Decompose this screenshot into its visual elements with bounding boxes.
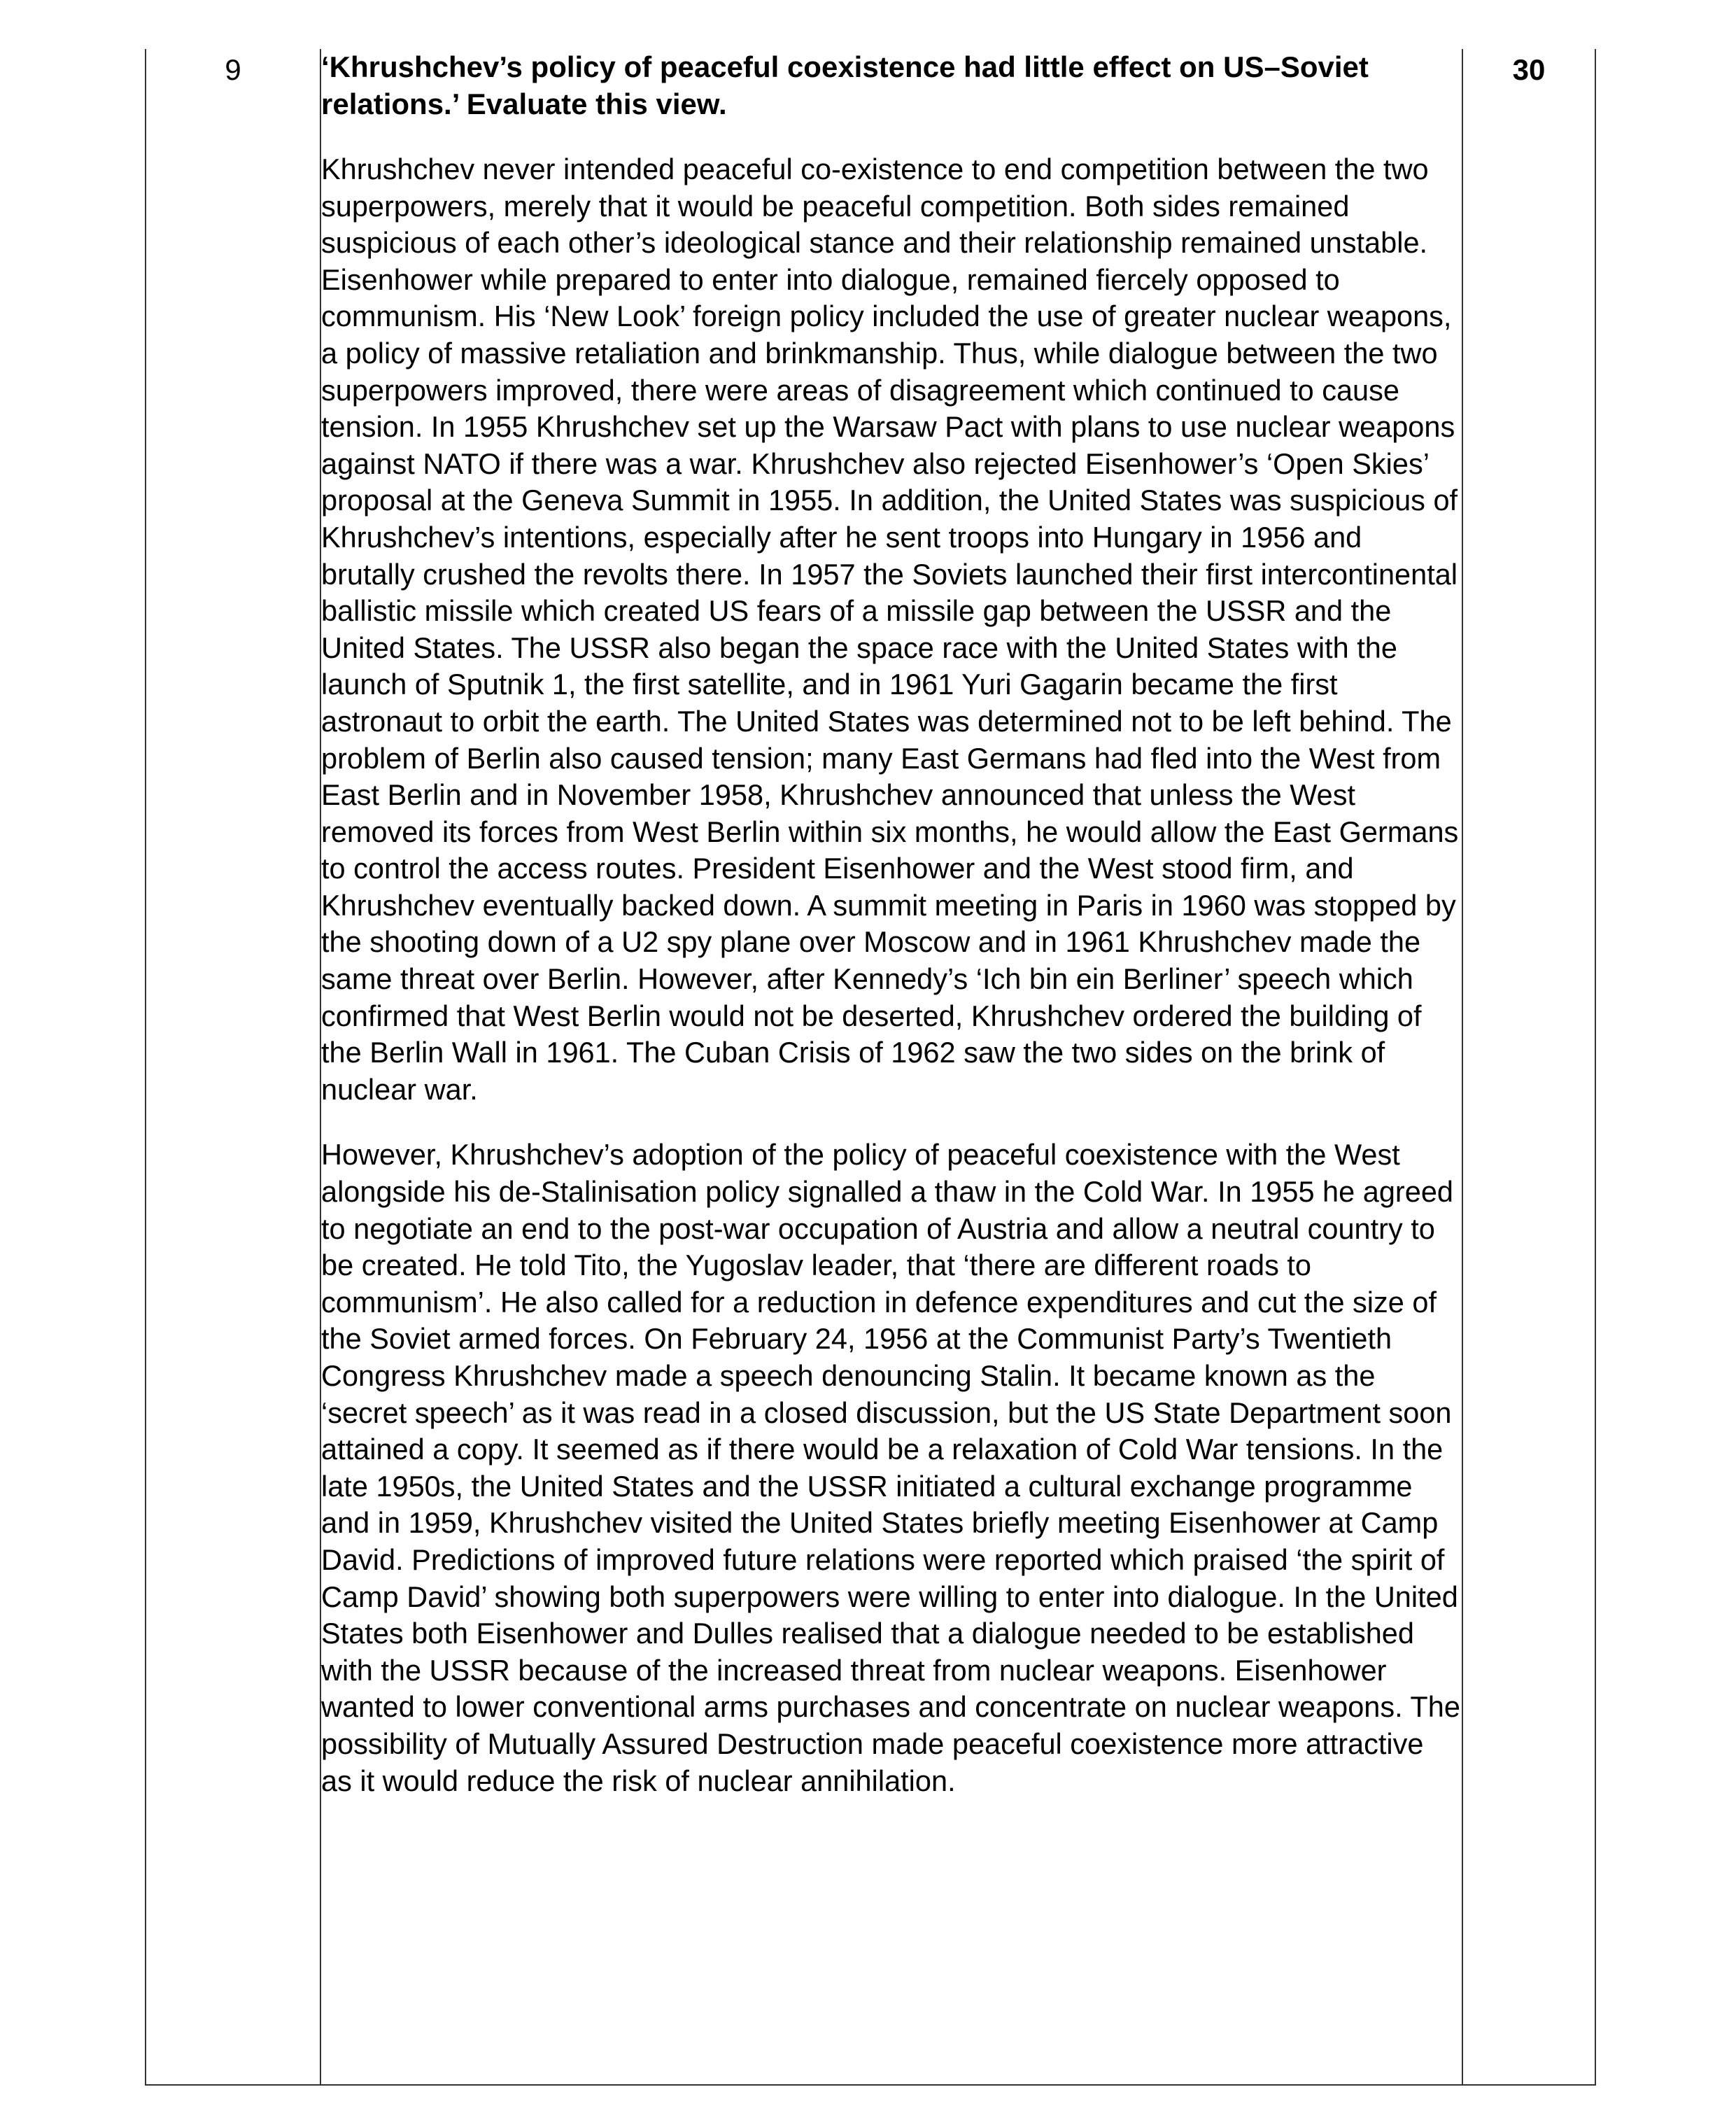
answer-paragraph-2: However, Khrushchev’s adoption of the policy of peaceful coexistence with the West alongside his de-Stalinisation policy signalled a thaw in the Cold War. In 1955 he agreed to negotiate an end to the post-war occupation of Austria and allow a neutral country to be created. He told Tito, the Yugoslav leader, that ‘there are different roads to communism’. He also called for a reduction in defence expenditures and cut the size of the Soviet armed forces. On February 24, 1956 at the Communist Party’s Twentieth Congress Khrushchev made a speech denouncing Stalin. It became known as the ‘secret speech’ as it was read in a closed discussion, but the US State Department soon attained a copy. It seemed as if there would be a relaxation of Cold War tensions. In the late 1950s, the United States and the USSR initiated a cultural exchange programme and in 1959, Khrushchev visited the United States briefly meeting Eisenhower at Camp David. Predictions of improved future relations were reported which praised ‘the spirit of Camp David’ showing both superpowers were willing to enter into dialogue. In the United States both Eisenhower and Dulles realised that a dialogue needed to be established with the USSR because of the increased threat from nuclear weapons. Eisenhower wanted to lower conventional arms purchases and concentrate on nuclear weapons. The possibility of Mutually Assured Destruction made peaceful coexistence more attractive as it would reduce the risk of nuclear annihilation. [321, 1138, 1460, 1797]
marks-cell [1462, 49, 1595, 2085]
question-number-cell [146, 49, 320, 2085]
answer-cell [320, 49, 1462, 2085]
question-row [146, 49, 1595, 2085]
answer-paragraph-1: Khrushchev never intended peaceful co-existence to end competition between the two superpowers, merely that it would be peaceful competition. Both sides remained suspicious of each other’s ideological stance and their relationship remained unstable. Eisenhower while prepared to enter into dialogue, remained fiercely opposed to communism. His ‘New Look’ foreign policy included the use of greater nuclear weapons, a policy of massive retaliation and brinkmanship. Thus, while dialogue between the two superpowers improved, there were areas of disagreement which continued to cause tension. In 1955 Khrushchev set up the Warsaw Pact with plans to use nuclear weapons against NATO if there was a war. Khrushchev also rejected Eisenhower’s ‘Open Skies’ proposal at the Geneva Summit in 1955. In addition, the United States was suspicious of Khrushchev’s intentions, especially after he sent troops into Hungary in 1956 and brutally crushed the revolts there. In 1957 the Soviets launched their first intercontinental ballistic missile which created US fears of a missile gap between the USSR and the United States. The USSR also began the space race with the United States with the launch of Sputnik 1, the first satellite, and in 1961 Yuri Gagarin became the first astronaut to orbit the earth. The United States was determined not to be left behind. The problem of Berlin also caused tension; many East Germans had fled into the West from East Berlin and in November 1958, Khrushchev announced that unless the West removed its forces from West Berlin within six months, he would allow the East Germans to control the access routes. President Eisenhower and the West stood firm, and Khrushchev eventually backed down. A summit meeting in Paris in 1960 was stopped by the shooting down of a U2 spy plane over Moscow and in 1961 Khrushchev made the same threat over Berlin. However, after Kennedy’s ‘Ich bin ein Berliner’ speech which confirmed that West Berlin would not be deserted, Khrushchev ordered the building of the Berlin Wall in 1961. The Cuban Crisis of 1962 saw the two sides on the brink of nuclear war. [321, 153, 1459, 1106]
question-number: 9 [225, 53, 241, 86]
question-marks: 30 [1512, 53, 1546, 86]
mark-scheme-table [145, 49, 1596, 2086]
question-title: ‘Khrushchev’s policy of peaceful coexistence had little effect on US–Soviet relations.’ Evaluate this view. [321, 50, 1369, 120]
